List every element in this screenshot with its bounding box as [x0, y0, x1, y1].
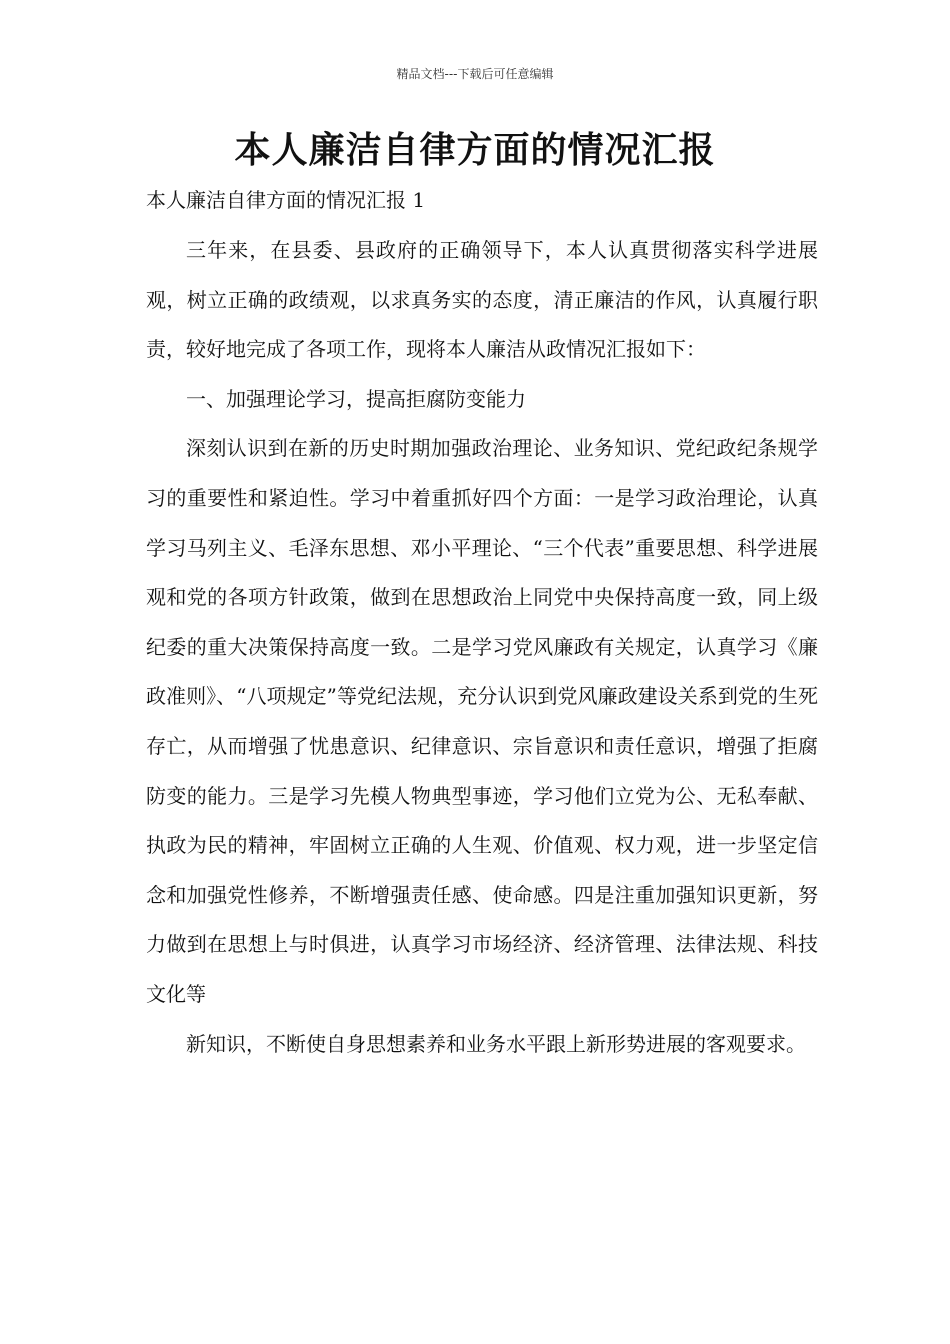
paragraph-intro: 三年来，在县委、县政府的正确领导下，本人认真贯彻落实科学进展观，树立正确的政绩观，以求真务实的态度，清正廉洁的作风，认真履行职责，较好地完成了各项工作，现将本人廉洁从政情况汇报如下： — [146, 238, 818, 362]
header-note: 精品文档---下载后可任意编辑 — [396, 67, 554, 81]
section-heading-1: 一、加强理论学习，提高拒腐防变能力 — [186, 386, 526, 411]
document-body — [146, 226, 818, 1069]
document-subtitle: 本人廉洁自律方面的情况汇报 1 — [146, 188, 426, 212]
paragraph-study: 深刻认识到在新的历史时期加强政治理论、业务知识、党纪政纪条规学习的重要性和紧迫性。学习中着重抓好四个方面：一是学习政治理论，认真学习马列主义、毛泽东思想、邓小平理论、“三个代表”重要思想、科学进展观和党的各项方针政策，做到在思想政治上同党中央保持高度一致，同上级纪委的重大决策保持高度一致。二是学习党风廉政有关规定，认真学习《廉政准则》、“八项规定”等党纪法规，充分认识到党风廉政建设关系到党的生死存亡，从而增强了忧患意识、纪律意识、宗旨意识和责任意识，增强了拒腐防变的能力。三是学习先模人物典型事迹，学习他们立党为公、无私奉献、执政为民的精神，牢固树立正确的人生观、价值观、权力观，进一步坚定信念和加强党性修养，不断增强责任感、使命感。四是注重加强知识更新，努力做到在思想上与时俱进，认真学习市场经济、经济管理、法律法规、科技文化等 — [146, 436, 818, 1006]
paragraph-continuation: 新知识，不断使自身思想素养和业务水平跟上新形势进展的客观要求。 — [186, 1031, 806, 1056]
document-title: 本人廉洁自律方面的情况汇报 — [234, 130, 716, 171]
